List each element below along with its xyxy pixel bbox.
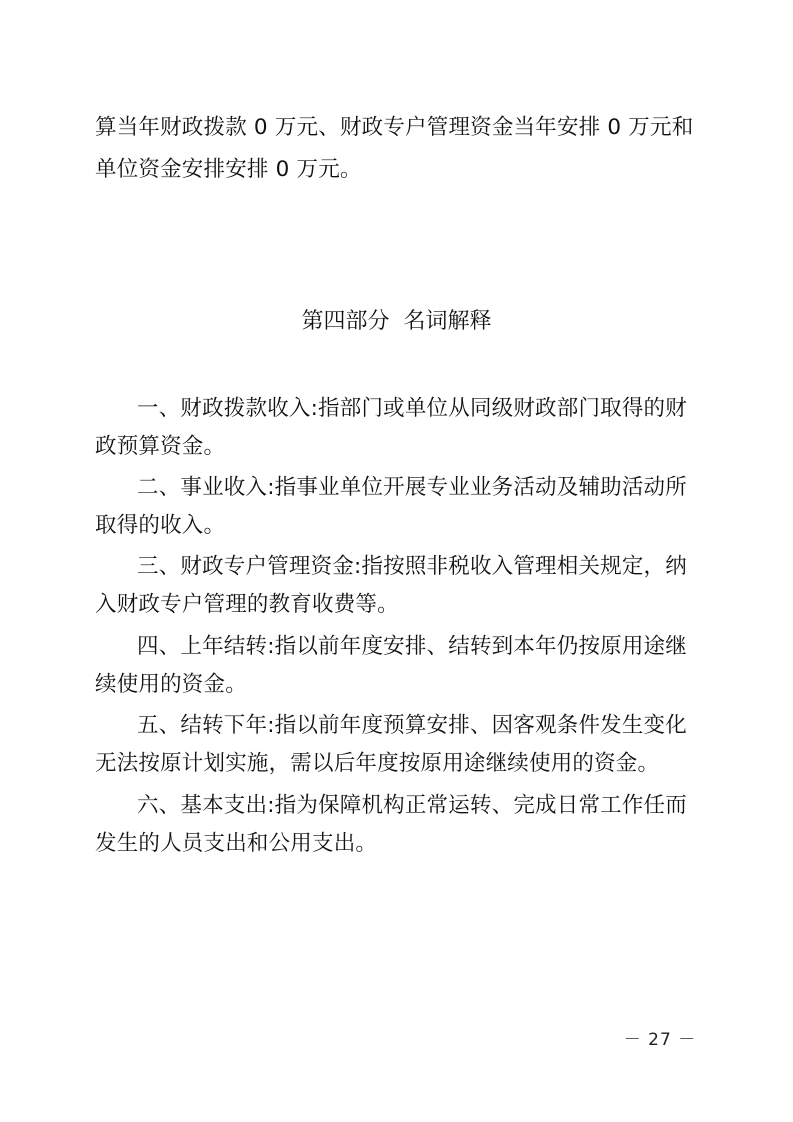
definition-5-line-1: 五、结转下年:指以前年度预算安排、因客观条件发生变化	[137, 713, 687, 738]
definition-1-line-2: 政预算资金。	[95, 434, 226, 459]
definition-3-line-1: 三、财政专户管理资金:指按照非税收入管理相关规定，纳	[137, 554, 687, 579]
definition-4-line-2: 续使用的资金。	[95, 672, 247, 697]
page-number: － 27 －	[623, 1030, 697, 1050]
definition-1-line-1: 一、财政拨款收入:指部门或单位从同级财政部门取得的财	[137, 396, 687, 421]
definition-6-line-2: 发生的人员支出和公用支出。	[95, 831, 378, 856]
definition-4-line-1: 四、上年结转:指以前年度安排、结转到本年仍按原用途继	[137, 634, 687, 659]
definition-6-line-1: 六、基本支出:指为保障机构正常运转、完成日常工作任而	[137, 793, 687, 818]
definition-2-line-1: 二、事业收入:指事业单位开展专业业务活动及辅助活动所	[137, 475, 687, 500]
definition-5-line-2: 无法按原计划实施，需以后年度按原用途继续使用的资金。	[95, 751, 660, 776]
definition-2-line-2: 取得的收入。	[95, 513, 226, 538]
section-title: 第四部分 名词解释	[301, 309, 492, 334]
continuation-text-line-1: 算当年财政拨款 0 万元、财政专户管理资金当年安排 0 万元和	[95, 115, 694, 140]
definition-3-line-2: 入财政专户管理的教育收费等。	[95, 592, 399, 617]
continuation-text-line-2: 单位资金安排安排 0 万元。	[95, 157, 362, 182]
